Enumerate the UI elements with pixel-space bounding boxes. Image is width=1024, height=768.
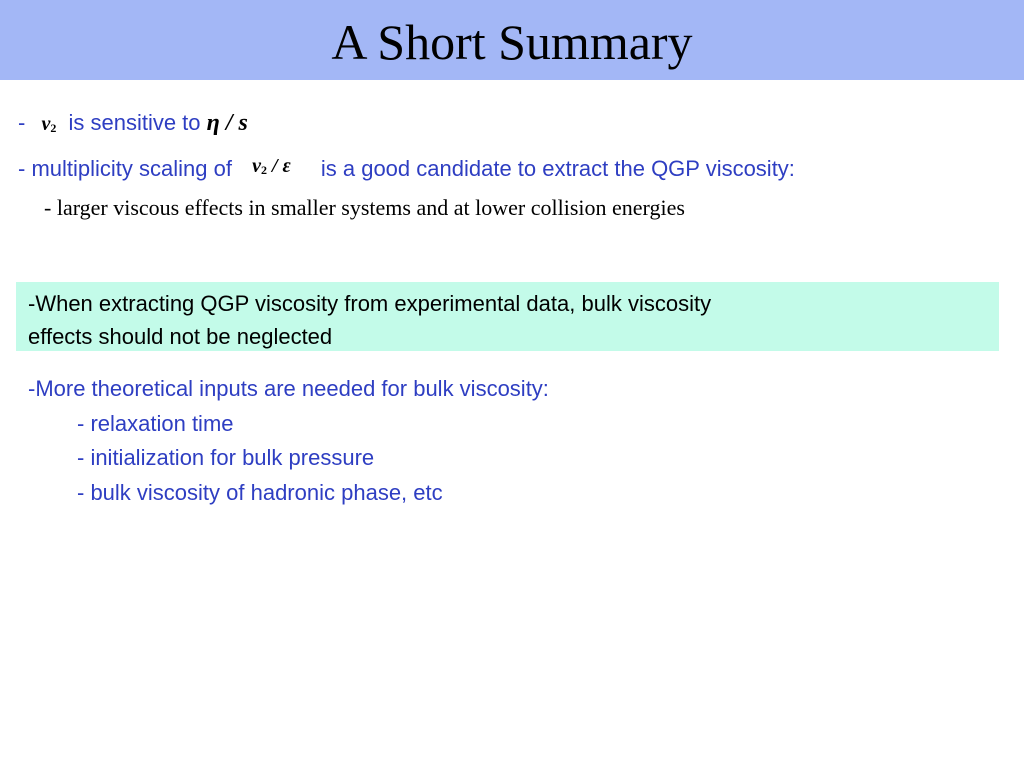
title-bar	[0, 0, 1024, 80]
bullet-sensitivity-text: is sensitive to	[68, 110, 201, 135]
bulk-viscosity-callout	[16, 282, 999, 351]
bullet-sensitivity	[18, 110, 248, 137]
bullet-multiplicity-scaling	[18, 156, 795, 182]
list-item: - relaxation time	[77, 410, 234, 436]
bullet-multiplicity-text: - multiplicity scaling of	[18, 156, 232, 181]
sub-point-viscous-effects: - larger viscous effects in smaller systems and at lower collision energies	[44, 195, 685, 220]
slide-title: A Short Summary	[331, 14, 693, 70]
bullet-candidate-text: is a good candidate to extract the QGP viscosity:	[320, 156, 795, 181]
eta-over-s-symbol: η / s	[206, 110, 248, 136]
v2-symbol: $v_2$	[41, 113, 57, 135]
theoretical-inputs-list	[28, 372, 549, 510]
callout-line-1: -When extracting QGP viscosity from experimental data, bulk viscosity	[28, 291, 712, 316]
v2-over-epsilon-symbol: $v_2$ / ε	[252, 155, 291, 177]
bullet-dash: -	[18, 110, 26, 135]
list-item: - bulk viscosity of hadronic phase, etc	[77, 479, 443, 505]
list-item: - initialization for bulk pressure	[77, 445, 375, 470]
theoretical-inputs-heading: -More theoretical inputs are needed for bulk viscosity:	[28, 376, 549, 401]
callout-line-2: effects should not be neglected	[28, 324, 333, 349]
